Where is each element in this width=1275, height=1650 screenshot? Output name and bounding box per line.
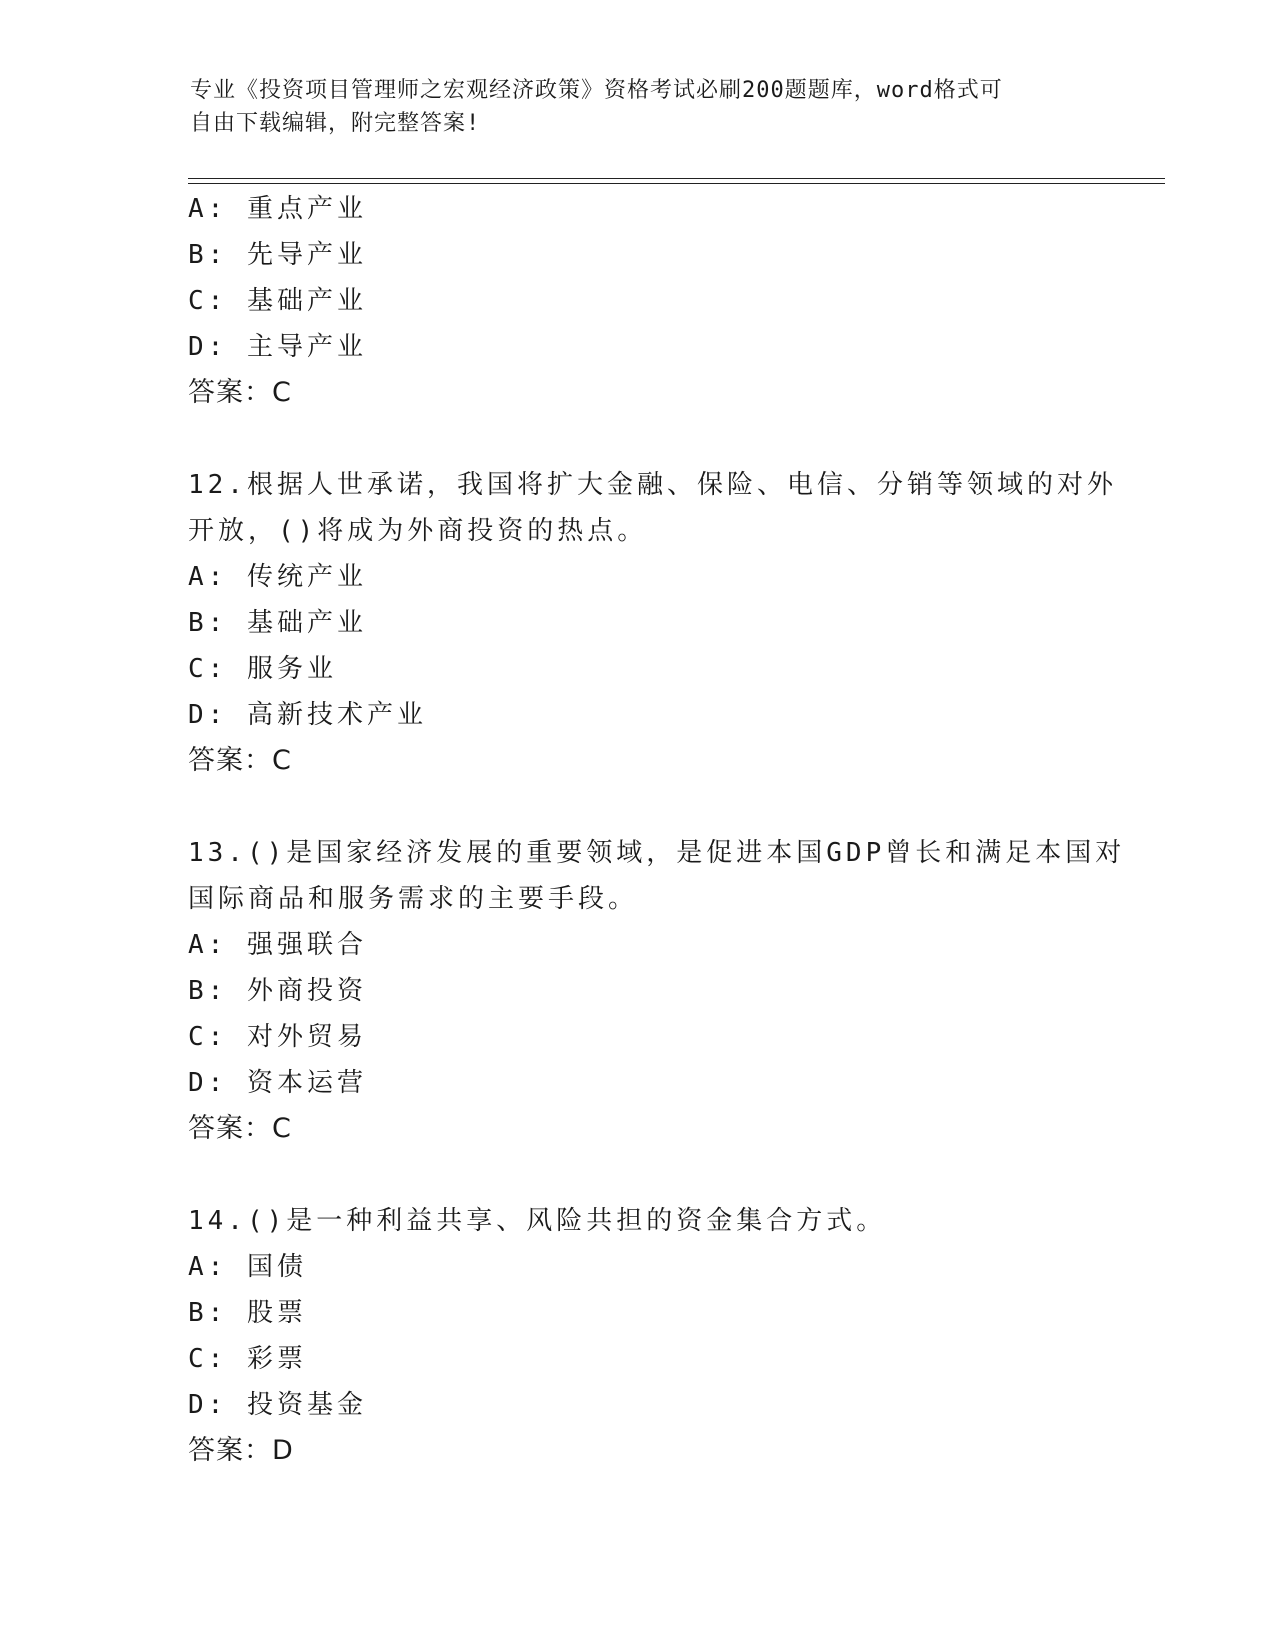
q12-option-b: B: 基础产业: [188, 608, 367, 638]
q11-answer: 答案：C: [188, 377, 292, 408]
q13-option-b: B: 外商投资: [188, 976, 367, 1006]
q11-option-b: B: 先导产业: [188, 240, 367, 270]
question-content: [188, 186, 1138, 1474]
q14-option-a: A: 国债: [188, 1252, 307, 1282]
q11-option-a: A: 重点产业: [188, 194, 367, 224]
header-line-1: 专业《投资项目管理师之宏观经济政策》资格考试必刷200题题库，word格式可: [190, 78, 1003, 103]
q13-option-a: A: 强强联合: [188, 930, 367, 960]
q12-answer: 答案：C: [188, 745, 292, 776]
question-14: [188, 1198, 1138, 1474]
q11-option-d: D: 主导产业: [188, 332, 367, 362]
q12-text-line-2: 开放，()将成为外商投资的热点。: [188, 516, 648, 546]
document-header: [190, 74, 1090, 140]
header-line-2: 自由下载编辑，附完整答案!: [190, 111, 481, 136]
q13-answer: 答案：C: [188, 1113, 292, 1144]
q14-text-line-1: 14.()是一种利益共享、风险共担的资金集合方式。: [188, 1206, 887, 1236]
q14-option-b: B: 股票: [188, 1298, 307, 1328]
q11-option-c: C: 基础产业: [188, 286, 367, 316]
q14-answer: 答案：D: [188, 1435, 294, 1466]
q12-option-d: D: 高新技术产业: [188, 700, 427, 730]
question-13: [188, 830, 1138, 1152]
q13-option-d: D: 资本运营: [188, 1068, 367, 1098]
q13-text-line-2: 国际商品和服务需求的主要手段。: [188, 884, 639, 914]
q12-option-a: A: 传统产业: [188, 562, 367, 592]
q12-option-c: C: 服务业: [188, 654, 337, 684]
header-divider-top: [188, 178, 1165, 179]
q14-option-c: C: 彩票: [188, 1344, 307, 1374]
q13-text: [188, 830, 1126, 922]
q13-text-line-1: 13.()是国家经济发展的重要领域，是促进本国GDP曾长和满足本国对: [188, 838, 1126, 868]
q12-text-line-1: 12.根据人世承诺，我国将扩大金融、保险、电信、分销等领域的对外: [188, 470, 1117, 500]
q14-option-d: D: 投资基金: [188, 1390, 367, 1420]
question-11: [188, 186, 1138, 416]
header-divider-bottom: [188, 183, 1165, 184]
question-12: [188, 462, 1138, 784]
q13-option-c: C: 对外贸易: [188, 1022, 367, 1052]
q12-text: [188, 462, 1117, 554]
